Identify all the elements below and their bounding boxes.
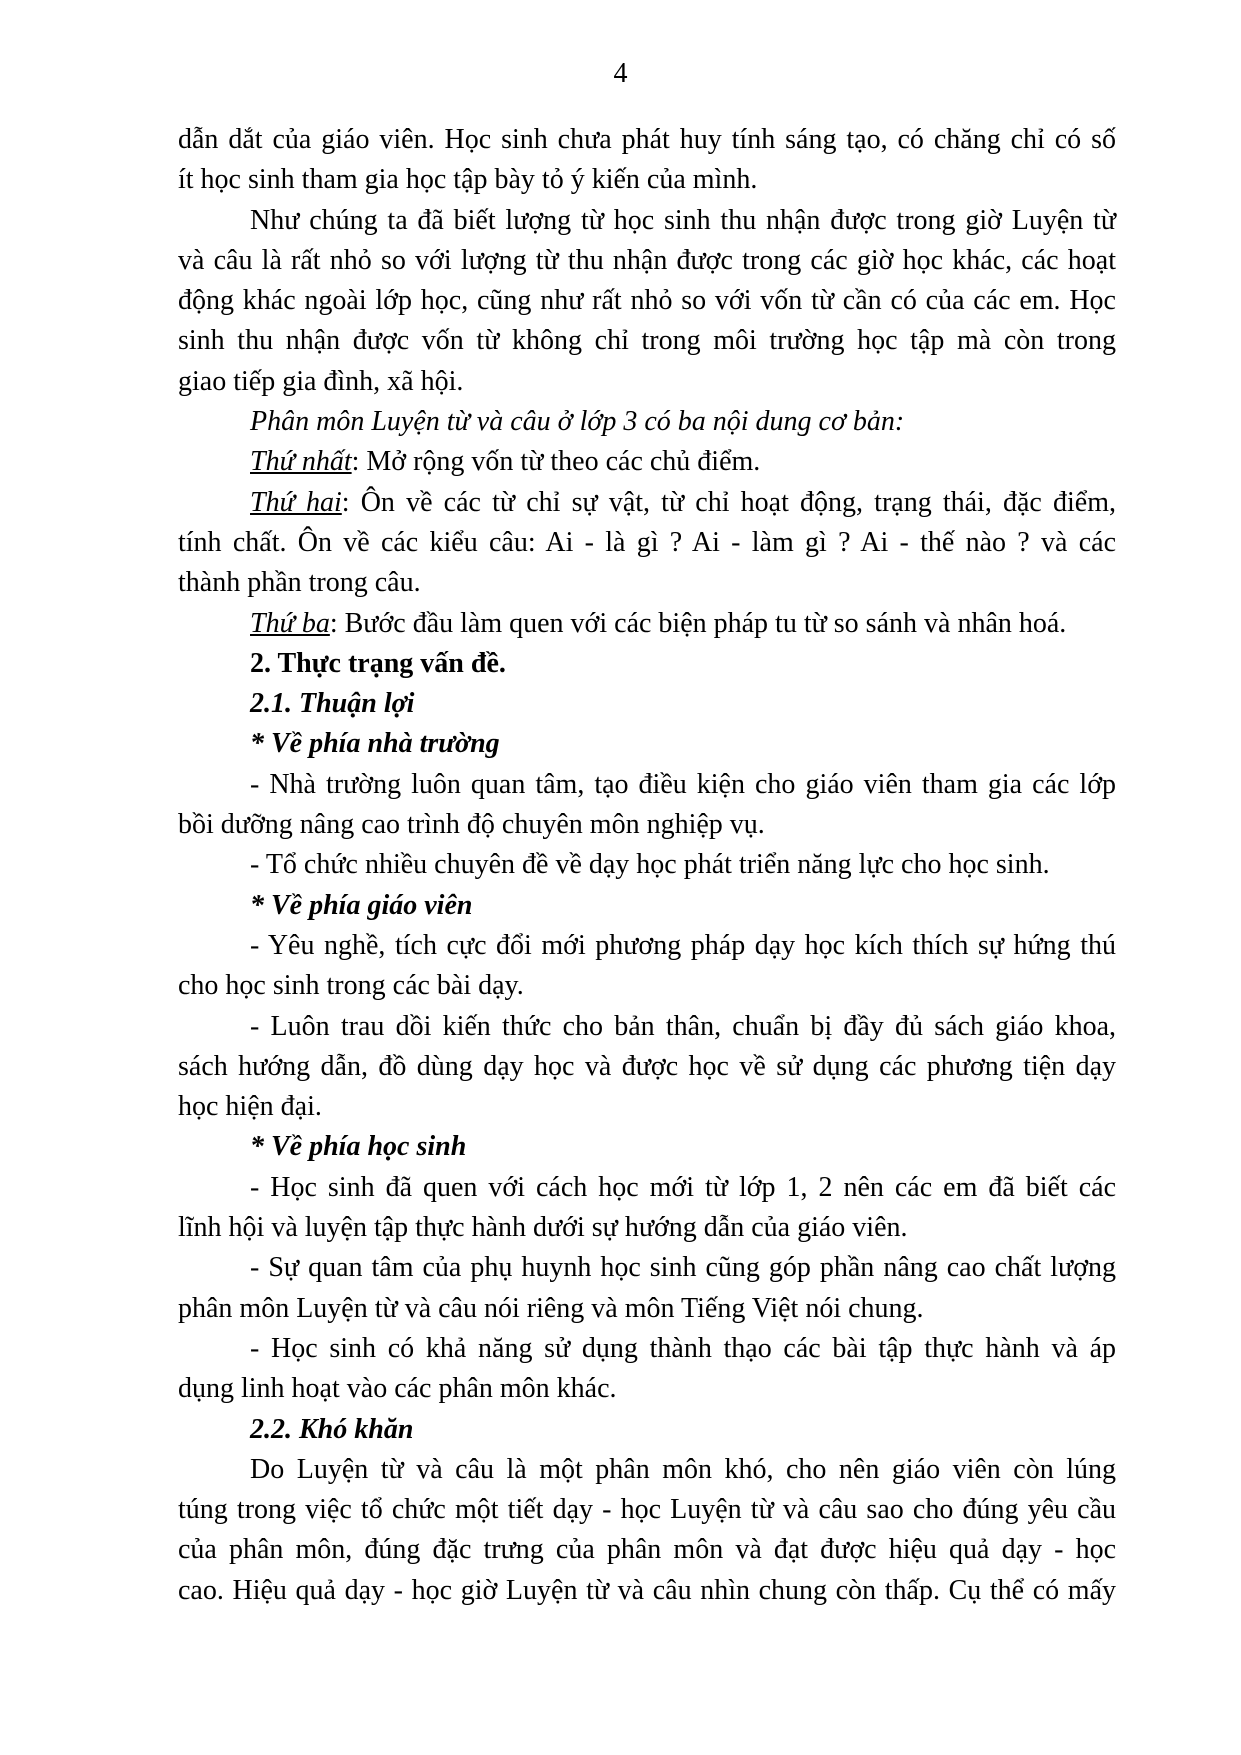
line-label: Thứ ba <box>250 607 330 639</box>
line-text: lĩnh hội và luyện tập thực hành dưới sự hướng dẫn của giáo viên. <box>178 1212 908 1244</box>
line-text: ít học sinh tham gia học tập bày tỏ ý kiến của mình. <box>178 164 758 196</box>
line-text: - Nhà trường luôn quan tâm, tạo điều kiện cho giáo viên tham gia các lớp <box>250 768 1116 800</box>
text-line <box>178 1127 1116 1167</box>
line-text: của phân môn, đúng đặc trưng của phân môn và đạt được hiệu quả dạy - học <box>178 1534 1116 1566</box>
text-line <box>178 1208 1116 1248</box>
line-text: dẫn dắt của giáo viên. Học sinh chưa phát huy tính sáng tạo, có chăng chỉ có số <box>178 124 1116 155</box>
line-text: * Về phía giáo viên <box>250 889 473 921</box>
body-text <box>178 120 1116 1611</box>
text-line <box>178 402 1116 442</box>
line-text: 2.2. Khó khăn <box>250 1413 414 1445</box>
line-text: - Tổ chức nhiều chuyên đề về dạy học phát triển năng lực cho học sinh. <box>250 849 1050 881</box>
text-line <box>178 362 1116 402</box>
text-line <box>178 684 1116 724</box>
line-text: Do Luyện từ và câu là một phân môn khó, cho nên giáo viên còn lúng <box>250 1453 1116 1485</box>
text-line <box>178 1007 1116 1047</box>
text-line <box>178 1087 1116 1127</box>
line-text: - Sự quan tâm của phụ huynh học sinh cũng góp phần nâng cao chất lượng <box>250 1252 1116 1284</box>
text-line <box>178 241 1116 281</box>
text-line <box>178 604 1116 644</box>
text-line <box>178 281 1116 321</box>
line-text: - Yêu nghề, tích cực đổi mới phương pháp dạy học kích thích sự hứng thú <box>250 929 1116 961</box>
line-text: bồi dưỡng nâng cao trình độ chuyên môn nghiệp vụ. <box>178 809 765 841</box>
text-line <box>178 926 1116 966</box>
text-line <box>178 1369 1116 1409</box>
line-text: : Ôn về các từ chỉ sự vật, từ chỉ hoạt động, trạng thái, đặc điểm, <box>341 486 1116 518</box>
text-line <box>178 523 1116 563</box>
line-text: sách hướng dẫn, đồ dùng dạy học và được học về sử dụng các phương tiện dạy <box>178 1050 1116 1082</box>
text-line <box>178 1168 1116 1208</box>
line-text: cho học sinh trong các bài dạy. <box>178 970 524 1002</box>
line-text: động khác ngoài lớp học, cũng như rất nhỏ so với vốn từ cần có của các em. Học <box>178 285 1116 317</box>
line-text: phân môn Luyện từ và câu nói riêng và môn Tiếng Việt nói chung. <box>178 1292 924 1324</box>
line-text: Phân môn Luyện từ và câu ở lớp 3 có ba nội dung cơ bản: <box>250 406 905 438</box>
text-line <box>178 1530 1116 1570</box>
line-text: : Bước đầu làm quen với các biện pháp tu từ so sánh và nhân hoá. <box>329 607 1067 639</box>
text-line <box>178 321 1116 361</box>
line-text: * Về phía nhà trường <box>250 728 500 760</box>
text-line <box>178 201 1116 241</box>
page-number: 4 <box>613 58 628 89</box>
text-line <box>178 120 1116 160</box>
text-line <box>178 1289 1116 1329</box>
text-line <box>178 1410 1116 1450</box>
line-text: học hiện đại. <box>178 1091 322 1123</box>
line-text: giao tiếp gia đình, xã hội. <box>178 365 464 397</box>
text-line <box>178 563 1116 603</box>
text-line <box>178 966 1116 1006</box>
text-line <box>178 160 1116 200</box>
text-line <box>178 765 1116 805</box>
text-line <box>178 1571 1116 1611</box>
line-text: thành phần trong câu. <box>178 567 421 599</box>
line-text: - Học sinh đã quen với cách học mới từ lớp 1, 2 nên các em đã biết các <box>250 1171 1116 1203</box>
line-text: 2.1. Thuận lợi <box>250 688 415 720</box>
text-line <box>178 1248 1116 1288</box>
line-text: và câu là rất nhỏ so với lượng từ thu nhận được trong các giờ học khác, các hoạt <box>178 244 1116 276</box>
text-line <box>178 1490 1116 1530</box>
text-line <box>178 644 1116 684</box>
text-line <box>178 886 1116 926</box>
text-line <box>178 1450 1116 1490</box>
text-line <box>178 1329 1116 1369</box>
line-text: 2. Thực trạng vấn đề. <box>250 647 506 679</box>
line-text: sinh thu nhận được vốn từ không chỉ trong môi trường học tập mà còn trong <box>178 325 1116 357</box>
text-line <box>178 483 1116 523</box>
line-text: : Mở rộng vốn từ theo các chủ điểm. <box>351 446 761 478</box>
text-line <box>178 1047 1116 1087</box>
text-line <box>178 845 1116 885</box>
text-line <box>178 442 1116 482</box>
line-text: - Học sinh có khả năng sử dụng thành thạo các bài tập thực hành và áp <box>250 1332 1116 1364</box>
line-text: cao. Hiệu quả dạy - học giờ Luyện từ và câu nhìn chung còn thấp. Cụ thể có mấy <box>178 1574 1116 1606</box>
line-text: * Về phía học sinh <box>250 1131 467 1163</box>
line-text: - Luôn trau dồi kiến thức cho bản thân, chuẩn bị đầy đủ sách giáo khoa, <box>250 1010 1116 1042</box>
text-line <box>178 805 1116 845</box>
line-text: tính chất. Ôn về các kiểu câu: Ai - là gì ? Ai - làm gì ? Ai - thế nào ? và các <box>178 526 1116 558</box>
line-text: dụng linh hoạt vào các phân môn khác. <box>178 1373 617 1405</box>
line-text: Như chúng ta đã biết lượng từ học sinh thu nhận được trong giờ Luyện từ <box>250 204 1116 236</box>
line-label: Thứ hai <box>250 486 342 518</box>
line-text: túng trong việc tổ chức một tiết dạy - học Luyện từ và câu sao cho đúng yêu cầu <box>178 1494 1116 1526</box>
line-label: Thứ nhất <box>250 446 352 478</box>
text-line <box>178 724 1116 764</box>
